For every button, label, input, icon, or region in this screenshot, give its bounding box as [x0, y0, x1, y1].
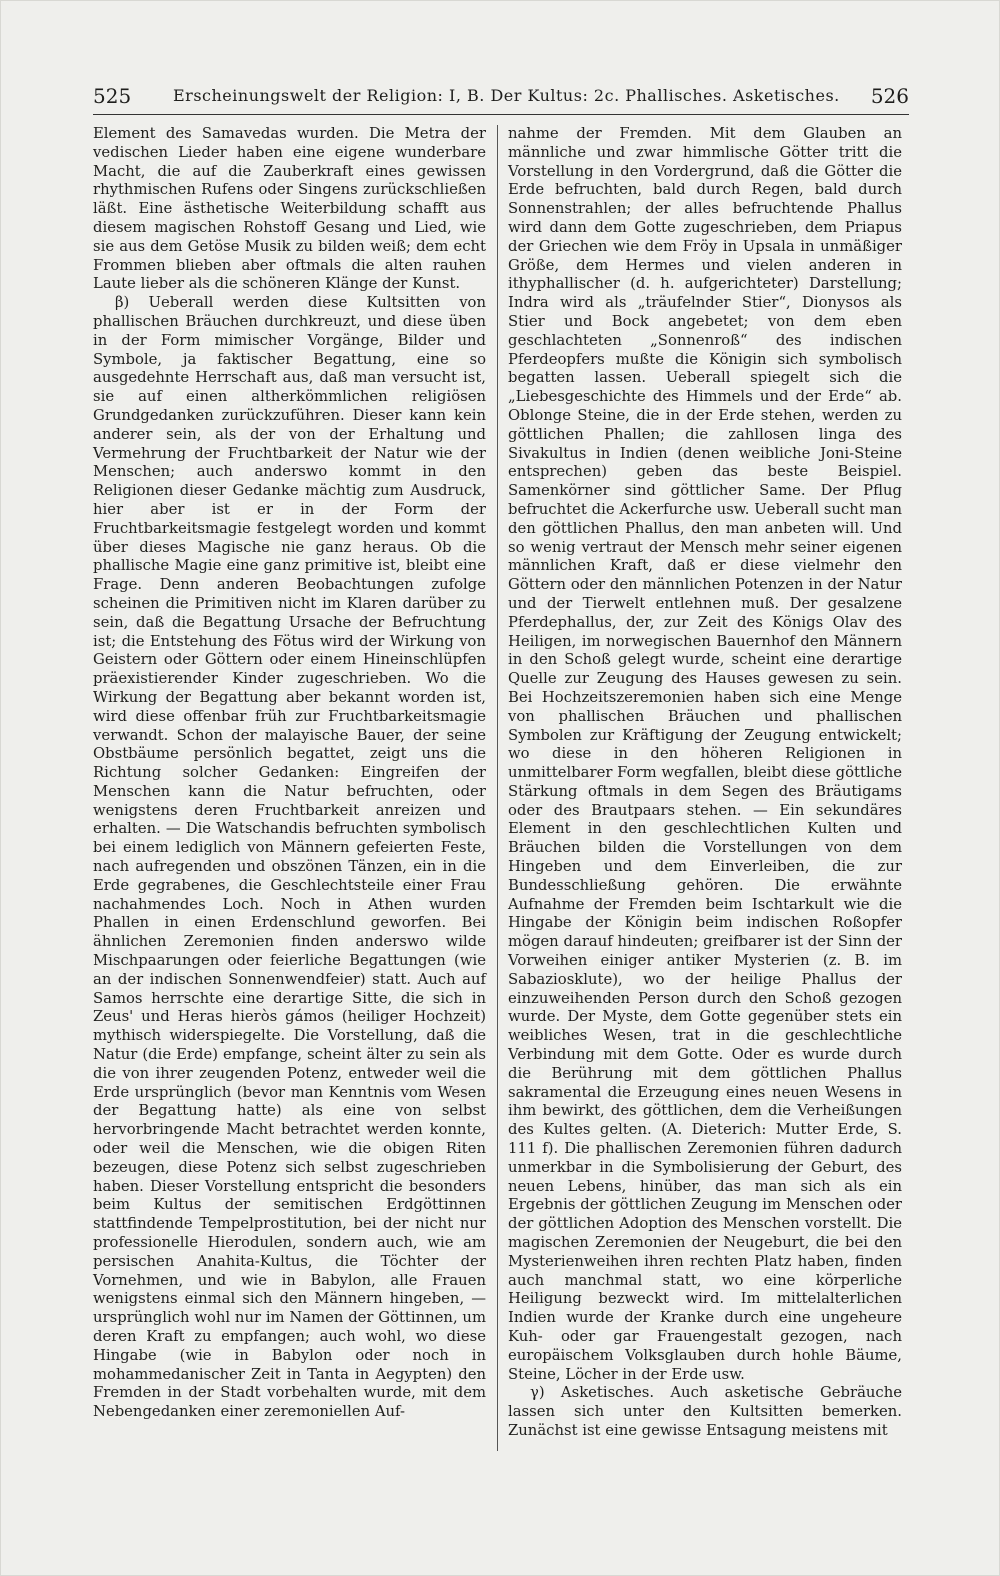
- running-title: Erscheinungswelt der Religion: I, B. Der Kultus: 2c. Phallisches. Asketisches.: [173, 86, 840, 105]
- left-paragraph-2: β) Ueberall werden diese Kultsitten von phallischen Bräuchen durchkreuzt, und diese üben in der Form mimischer Vorgänge, Bilder und Symbole, ja faktischer Begattung, eine so ausgedehnte Herrschaft aus, daß man versucht ist, sie auf einen altherkömmlichen religiösen Grundgedanken zurückzuführen. Dieser kann kein anderer sein, als der von der Erhaltung und Vermehrung der Fruchtbarkeit der Natur wie der Menschen; auch anderswo kommt in den Religionen dieser Gedanke mächtig zum Ausdruck, hier aber ist er in der Form der Fruchtbarkeitsmagie festgelegt worden und kommt über dieses Magische nie ganz heraus. Ob die phallische Magie eine ganz primitive ist, bleibt eine Frage. Denn anderen Beobachtungen zufolge scheinen die Primitiven nicht im Klaren darüber zu sein, daß die Begattung Ursache der Befruchtung ist; die Entstehung des Fötus wird der Wirkung von Geistern oder Göttern oder einem Hineinschlüpfen präexistierender Kinder zugeschrieben. Wo die Wirkung der Begattung aber bekannt worden ist, wird diese offenbar früh zur Fruchtbarkeitsmagie verwandt. Schon der malayische Bauer, der seine Obstbäume persönlich begattet, zeigt uns die Richtung solcher Gedanken: Eingreifen der Menschen kann die Natur befruchten, oder wenigstens deren Fruchtbarkeit anreizen und erhalten. — Die Watschandis befruchten symbolisch bei einem lediglich von Männern gefeierten Feste, nach aufregenden und obszönen Tänzen, ein in die Erde gegrabenes, die Geschlechtsteile einer Frau nachahmendes Loch. Noch in Athen wurden Phallen in einen Erdenschlund geworfen. Bei ähnlichen Zeremonien finden anderswo wilde Mischpaarungen oder feierliche Begattungen (wie an der indischen Sonnenwendfeier) statt. Auch auf Samos herrschte eine derartige Sitte, die sich in Zeus' und Heras hieròs gámos (heiliger Hochzeit) mythisch widerspiegelte. Die Vorstellung, daß die Natur (die Erde) empfange, scheint älter zu sein als die von ihrer zeugenden Potenz, entweder weil die Erde ursprünglich (bevor man Kenntnis vom Wesen der Begattung hatte) als eine von selbst hervorbringende Macht betrachtet werden konnte, oder weil die Menschen, wie die obigen Riten bezeugen, diese Potenz sich selbst zugeschrieben haben. Dieser Vorstellung entspricht die besonders beim Kultus der semitischen Erdgöttinnen stattfindende Tempelprostitution, bei der nicht nur professionelle Hierodulen, sondern auch, wie am persischen Anahita-Kultus, die Töchter der Vornehmen, und wie in Babylon, alle Frauen wenigstens einmal sich den Männern hingeben, — ursprünglich wohl nur im Namen der Göttinnen, um deren Kraft zu empfangen; auch wohl, wo diese Hingabe (wie in Babylon oder noch in mohammedanischer Zeit in Tanta in Aegypten) den Fremden in der Stadt vorbehalten wurde, mit dem Nebengedanken einer zeremoniellen Auf-: [93, 294, 486, 1421]
- right-paragraph-2: γ) Asketisches. Auch asketische Gebräuche lassen sich unter den Kultsitten bemerken. Zunächst ist eine gewisse Entsagung meistens mit: [508, 1384, 902, 1439]
- left-paragraph-1: Element des Samavedas wurden. Die Metra der vedischen Lieder haben eine eigene wunderbare Macht, die auf die Zauberkraft eines gewissen rhythmischen Rufens oder Singens zurückschließen läßt. Eine ästhetische Weiterbildung schafft aus diesem magischen Rohstoff Gesang und Lied, wie sie aus dem Getöse Musik zu bilden weiß; dem echt Frommen blieben aber oftmals die alten rauhen Laute lieber als die schöneren Klänge der Kunst.: [93, 125, 486, 293]
- page-content: [1, 1, 999, 1575]
- page-number-left: 525: [93, 84, 132, 108]
- column-divider: [497, 125, 498, 1451]
- right-column: [508, 125, 902, 1455]
- header-rule: [93, 114, 909, 115]
- left-column: [93, 125, 486, 1455]
- page-header: [93, 81, 909, 115]
- right-paragraph-1: nahme der Fremden. Mit dem Glauben an männliche und zwar himmlische Götter tritt die Vorstellung in den Vordergrund, daß die Götter die Erde befruchten, bald durch Regen, bald durch Sonnenstrahlen; der alles befruchtende Phallus wird dann dem Gotte zugeschrieben, dem Priapus der Griechen wie dem Fröy in Upsala in unmäßiger Größe, dem Hermes und vielen anderen in ithyphallischer (d. h. aufgerichteter) Darstellung; Indra wird als „träufelnder Stier“, Dionysos als Stier und Bock angebetet; von dem eben geschlachteten „Sonnenroß“ des indischen Pferdeopfers mußte die Königin sich symbolisch begatten lassen. Ueberall spiegelt sich die „Liebesgeschichte des Himmels und der Erde“ ab. Oblonge Steine, die in der Erde stehen, werden zu göttlichen Phallen; die zahllosen linga des Sivakultus in Indien (denen weibliche Joni-Steine entsprechen) geben das beste Beispiel. Samenkörner sind göttlicher Same. Der Pflug befruchtet die Ackerfurche usw. Ueberall sucht man den göttlichen Phallus, den man anbeten will. Und so wenig vertraut der Mensch mehr seiner eigenen männlichen Kraft, daß er diese vielmehr den Göttern oder den männlichen Potenzen in der Natur und der Tierwelt entlehnen muß. Der gesalzene Pferdephallus, der, zur Zeit des Königs Olav des Heiligen, im norwegischen Bauernhof den Männern in den Schoß gelegt wurde, scheint eine derartige Quelle zur Zeugung des Hauses gewesen zu sein. Bei Hochzeitszeremonien haben sich eine Menge von phallischen Bräuchen und phallischen Symbolen zur Kräftigung der Zeugung entwickelt; wo diese in den höheren Religionen in unmittelbarer Form wegfallen, bleibt diese göttliche Stärkung oftmals in dem Segen des Bräutigams oder des Brautpaars stehen. — Ein sekundäres Element in den geschlechtlichen Kulten und Bräuchen bilden die Vorstellungen von dem Hingeben und dem Einverleiben, die zur Bundesschließung gehören. Die erwähnte Aufnahme der Fremden beim Ischtarkult wie die Hingabe der Königin beim indischen Roßopfer mögen darauf hindeuten; greifbarer ist der Sinn der Vorweihen einiger antiker Mysterien (z. B. im Sabaziosklute), wo der heilige Phallus der einzuweihenden Person durch den Schoß gezogen wurde. Der Myste, dem Gotte gegenüber stets ein weibliches Wesen, trat in die geschlechtliche Verbindung mit dem Gotte. Oder es wurde durch die Berührung mit dem göttlichen Phallus sakramental die Erzeugung eines neuen Wesens in ihm bewirkt, des göttlichen, dem die Verheißungen des Kultes gelten. (A. Dieterich: Mutter Erde, S. 111 f). Die phallischen Zeremonien führen dadurch unmerkbar in die Symbolisierung der Geburt, des neuen Lebens, hinüber, das man sich als ein Ergebnis der göttlichen Zeugung im Menschen oder der göttlichen Adoption des Menschen vorstellt. Die magischen Zeremonien der Neugeburt, die bei den Mysterienweihen ihren rechten Platz haben, finden auch manchmal statt, wo eine körperliche Heiligung bezweckt wird. Im mittelalterlichen Indien wurde der Kranke durch eine ungeheure Kuh- oder gar Frauengestalt gezogen, nach europäischem Volksglauben durch hohle Bäume, Steine, Löcher in der Erde usw.: [508, 125, 902, 1383]
- page-number-right: 526: [870, 84, 909, 108]
